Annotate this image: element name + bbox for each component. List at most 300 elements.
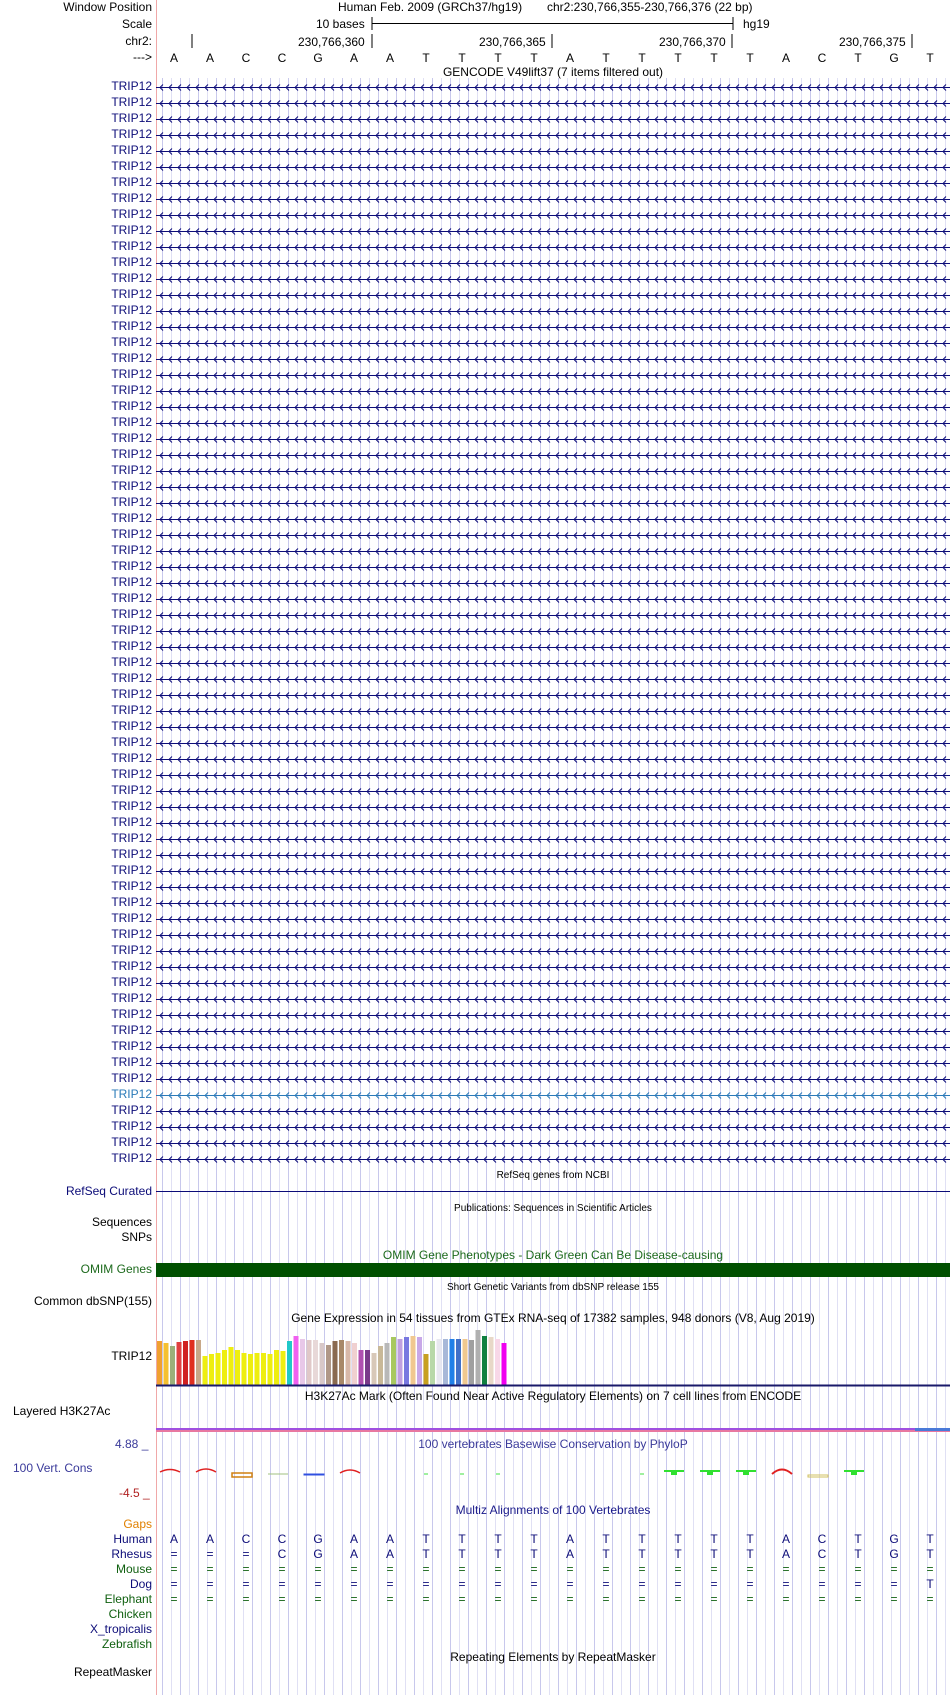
multiz-base: T bbox=[422, 1547, 430, 1561]
multiz-base: C bbox=[817, 1547, 827, 1561]
gtex-tissue-bar[interactable] bbox=[307, 1340, 312, 1385]
gencode-transcript[interactable] bbox=[156, 1073, 950, 1085]
gencode-transcript[interactable] bbox=[156, 673, 950, 685]
multiz-base: C bbox=[817, 1532, 827, 1546]
gtex-tissue-bar[interactable] bbox=[404, 1337, 409, 1385]
gencode-transcript-label[interactable]: TRIP12 bbox=[111, 1039, 152, 1053]
multiz-base: C bbox=[241, 1532, 251, 1546]
gtex-tissue-bar[interactable] bbox=[313, 1340, 318, 1385]
gtex-tissue-bar[interactable] bbox=[365, 1350, 370, 1385]
gtex-tissue-bar[interactable] bbox=[170, 1346, 175, 1385]
gencode-transcript-label[interactable]: TRIP12 bbox=[111, 319, 152, 333]
multiz-base: = bbox=[278, 1577, 286, 1591]
gencode-transcript[interactable] bbox=[156, 1153, 950, 1165]
gtex-expression-bars[interactable] bbox=[156, 1327, 950, 1387]
gencode-transcript-label[interactable]: TRIP12 bbox=[111, 1007, 152, 1021]
gencode-transcript-label[interactable]: TRIP12 bbox=[111, 111, 152, 125]
repeatmasker-track-label[interactable]: RepeatMasker bbox=[73, 1665, 152, 1679]
gtex-tissue-bar[interactable] bbox=[248, 1354, 253, 1385]
gtex-tissue-bar[interactable] bbox=[456, 1339, 461, 1385]
gencode-transcript[interactable] bbox=[156, 433, 950, 445]
reference-base: T bbox=[422, 51, 430, 65]
multiz-base: = bbox=[818, 1577, 826, 1591]
gtex-tissue-bar[interactable] bbox=[398, 1339, 403, 1385]
reference-base: A bbox=[385, 51, 394, 65]
gencode-transcript[interactable] bbox=[156, 1121, 950, 1133]
multiz-base: T bbox=[854, 1547, 862, 1561]
gencode-transcript-label[interactable]: TRIP12 bbox=[111, 735, 152, 749]
multiz-base: = bbox=[926, 1592, 934, 1606]
gtex-tissue-bar[interactable] bbox=[417, 1337, 422, 1385]
gtex-tissue-bar[interactable] bbox=[482, 1336, 487, 1385]
gencode-transcript[interactable] bbox=[156, 945, 950, 957]
gencode-transcript-label[interactable]: TRIP12 bbox=[111, 815, 152, 829]
gencode-transcript-label[interactable]: TRIP12 bbox=[111, 927, 152, 941]
gencode-transcript-label[interactable]: TRIP12 bbox=[111, 431, 152, 445]
gencode-transcript[interactable] bbox=[156, 769, 950, 781]
gencode-transcript-label[interactable]: TRIP12 bbox=[111, 1055, 152, 1069]
gencode-transcript-label[interactable]: TRIP12 bbox=[111, 751, 152, 765]
omim-track-label[interactable]: OMIM Genes bbox=[80, 1262, 152, 1276]
ruler-tick-label: 230,766,365 bbox=[479, 35, 546, 49]
gtex-tissue-bar[interactable] bbox=[235, 1350, 240, 1385]
multiz-species-label[interactable]: Dog bbox=[129, 1577, 152, 1591]
gencode-transcript-label[interactable]: TRIP12 bbox=[111, 783, 152, 797]
gencode-transcript[interactable] bbox=[156, 897, 950, 909]
gtex-tissue-bar[interactable] bbox=[196, 1340, 201, 1385]
gencode-transcript[interactable] bbox=[156, 993, 950, 1005]
gtex-tissue-bar[interactable] bbox=[326, 1345, 331, 1385]
gencode-transcript-label[interactable]: TRIP12 bbox=[111, 639, 152, 653]
gencode-transcript[interactable] bbox=[156, 977, 950, 989]
reference-base: A bbox=[169, 51, 178, 65]
gencode-transcript[interactable] bbox=[156, 929, 950, 941]
multiz-base: = bbox=[494, 1577, 502, 1591]
gencode-transcript-label[interactable]: TRIP12 bbox=[111, 127, 152, 141]
gtex-tissue-bar[interactable] bbox=[183, 1341, 188, 1385]
multiz-base: = bbox=[314, 1562, 322, 1576]
gtex-tissue-bar[interactable] bbox=[463, 1339, 468, 1385]
omim-track-title: OMIM Gene Phenotypes - Dark Green Can Be Disease-causing bbox=[382, 1248, 724, 1262]
multiz-base: A bbox=[385, 1547, 394, 1561]
phylop-conservation-plot[interactable] bbox=[156, 1465, 950, 1485]
gencode-transcript-label[interactable]: TRIP12 bbox=[111, 895, 152, 909]
gencode-transcript[interactable] bbox=[156, 321, 950, 333]
gencode-transcript-label[interactable]: TRIP12 bbox=[111, 223, 152, 237]
multiz-base: = bbox=[602, 1577, 610, 1591]
gtex-tissue-bar[interactable] bbox=[378, 1346, 383, 1385]
gencode-transcript-label[interactable]: TRIP12 bbox=[111, 1135, 152, 1149]
gencode-transcript[interactable] bbox=[156, 417, 950, 429]
gencode-transcript[interactable] bbox=[156, 625, 950, 637]
reference-base: G bbox=[889, 51, 899, 65]
gencode-transcript[interactable] bbox=[156, 529, 950, 541]
gencode-transcript[interactable] bbox=[156, 833, 950, 845]
gtex-tissue-bar[interactable] bbox=[443, 1339, 448, 1385]
multiz-track-title: Multiz Alignments of 100 Vertebrates bbox=[455, 1503, 651, 1517]
gtex-tissue-bar[interactable] bbox=[502, 1343, 507, 1385]
reference-base: T bbox=[530, 51, 538, 65]
multiz-base: = bbox=[530, 1592, 538, 1606]
gencode-transcript-label[interactable]: TRIP12 bbox=[111, 239, 152, 253]
multiz-base: = bbox=[890, 1562, 898, 1576]
multiz-base: = bbox=[602, 1592, 610, 1606]
gencode-transcript[interactable] bbox=[156, 1137, 950, 1149]
gencode-transcript[interactable] bbox=[156, 513, 950, 525]
multiz-base: T bbox=[530, 1547, 538, 1561]
multiz-base: C bbox=[277, 1547, 287, 1561]
multiz-base: A bbox=[565, 1547, 574, 1561]
gencode-transcript[interactable] bbox=[156, 1025, 950, 1037]
gtex-tissue-bar[interactable] bbox=[190, 1340, 195, 1385]
gtex-tissue-bar[interactable] bbox=[274, 1350, 279, 1385]
ruler-tick-label: 230,766,360 bbox=[298, 35, 365, 49]
gencode-transcript-label[interactable]: TRIP12 bbox=[111, 911, 152, 925]
gencode-transcript-label[interactable]: TRIP12 bbox=[111, 543, 152, 557]
gencode-transcript-label[interactable]: TRIP12 bbox=[111, 719, 152, 733]
gencode-transcript-label[interactable]: TRIP12 bbox=[111, 1023, 152, 1037]
multiz-base: = bbox=[278, 1562, 286, 1576]
gencode-transcript-label[interactable]: TRIP12 bbox=[111, 879, 152, 893]
gtex-tissue-bar[interactable] bbox=[203, 1356, 208, 1385]
repeatmasker-track-title: Repeating Elements by RepeatMasker bbox=[450, 1650, 656, 1664]
gencode-transcript[interactable] bbox=[156, 497, 950, 509]
gencode-transcript-label[interactable]: TRIP12 bbox=[111, 335, 152, 349]
multiz-base: A bbox=[169, 1532, 178, 1546]
gencode-transcript[interactable] bbox=[156, 961, 950, 973]
multiz-base: = bbox=[386, 1562, 394, 1576]
gencode-transcript[interactable] bbox=[156, 721, 950, 733]
multiz-base: T bbox=[926, 1532, 934, 1546]
multiz-species-label[interactable]: Rhesus bbox=[111, 1547, 152, 1561]
scale-bar bbox=[370, 17, 736, 31]
gtex-tissue-bar[interactable] bbox=[437, 1339, 442, 1385]
gtex-tissue-bar[interactable] bbox=[222, 1350, 227, 1385]
gencode-transcript-label[interactable]: TRIP12 bbox=[111, 255, 152, 269]
gtex-tissue-bar[interactable] bbox=[495, 1339, 500, 1385]
gencode-transcript-label[interactable]: TRIP12 bbox=[111, 975, 152, 989]
gencode-transcript-label[interactable]: TRIP12 bbox=[111, 575, 152, 589]
gtex-tissue-bar[interactable] bbox=[268, 1354, 273, 1385]
gencode-transcript[interactable] bbox=[156, 273, 950, 285]
gtex-tissue-bar[interactable] bbox=[489, 1337, 494, 1385]
gtex-tissue-bar[interactable] bbox=[209, 1354, 214, 1385]
gencode-transcript-label[interactable]: TRIP12 bbox=[111, 495, 152, 509]
gencode-transcript[interactable] bbox=[156, 97, 950, 109]
gencode-transcript-label[interactable]: TRIP12 bbox=[111, 559, 152, 573]
multiz-base: T bbox=[458, 1547, 466, 1561]
gencode-transcript[interactable] bbox=[156, 465, 950, 477]
gencode-transcript[interactable] bbox=[156, 801, 950, 813]
multiz-base: = bbox=[458, 1562, 466, 1576]
gencode-transcript[interactable] bbox=[156, 161, 950, 173]
gencode-transcript[interactable] bbox=[156, 113, 950, 125]
gencode-transcript[interactable] bbox=[156, 81, 950, 93]
multiz-base: = bbox=[854, 1562, 862, 1576]
multiz-base: = bbox=[854, 1592, 862, 1606]
gencode-transcript[interactable] bbox=[156, 657, 950, 669]
gencode-transcript-label[interactable]: TRIP12 bbox=[111, 351, 152, 365]
gencode-transcript[interactable] bbox=[156, 481, 950, 493]
gencode-transcript[interactable] bbox=[156, 849, 950, 861]
gencode-transcript-label[interactable]: TRIP12 bbox=[111, 383, 152, 397]
multiz-base: = bbox=[890, 1577, 898, 1591]
gtex-tissue-bar[interactable] bbox=[242, 1353, 247, 1385]
gencode-transcript-label[interactable]: TRIP12 bbox=[111, 959, 152, 973]
gencode-transcript-label[interactable]: TRIP12 bbox=[111, 1103, 152, 1117]
multiz-base: = bbox=[350, 1592, 358, 1606]
gencode-transcript[interactable] bbox=[156, 209, 950, 221]
gencode-transcript[interactable] bbox=[156, 577, 950, 589]
gencode-transcript-label[interactable]: TRIP12 bbox=[111, 831, 152, 845]
gtex-tissue-bar[interactable] bbox=[229, 1347, 234, 1385]
gencode-transcript[interactable] bbox=[156, 257, 950, 269]
gencode-transcript-label[interactable]: TRIP12 bbox=[111, 767, 152, 781]
gtex-tissue-bar[interactable] bbox=[359, 1350, 364, 1385]
gencode-transcript-label[interactable]: TRIP12 bbox=[111, 95, 152, 109]
gtex-tissue-bar[interactable] bbox=[164, 1343, 169, 1385]
gtex-tissue-bar[interactable] bbox=[255, 1353, 260, 1385]
dbsnp-track-title: Short Genetic Variants from dbSNP release 155 bbox=[447, 1282, 659, 1293]
gencode-transcript[interactable] bbox=[156, 177, 950, 189]
gtex-tissue-bar[interactable] bbox=[177, 1342, 182, 1385]
multiz-base: = bbox=[242, 1592, 250, 1606]
gencode-transcript-label[interactable]: TRIP12 bbox=[111, 1119, 152, 1133]
gtex-tissue-bar[interactable] bbox=[352, 1343, 357, 1385]
gtex-tissue-bar[interactable] bbox=[157, 1341, 162, 1385]
gencode-transcript[interactable] bbox=[156, 385, 950, 397]
gencode-transcript-label[interactable]: TRIP12 bbox=[111, 143, 152, 157]
multiz-base: T bbox=[638, 1547, 646, 1561]
gencode-transcript[interactable] bbox=[156, 913, 950, 925]
gtex-tissue-bar[interactable] bbox=[287, 1341, 292, 1385]
gencode-transcript[interactable] bbox=[156, 1009, 950, 1021]
gencode-transcript-label[interactable]: TRIP12 bbox=[111, 415, 152, 429]
gtex-tissue-bar[interactable] bbox=[333, 1341, 338, 1385]
gencode-transcript[interactable] bbox=[156, 817, 950, 829]
multiz-base: = bbox=[566, 1592, 574, 1606]
reference-base: T bbox=[926, 51, 934, 65]
multiz-base: = bbox=[170, 1562, 178, 1576]
gencode-transcript[interactable] bbox=[156, 129, 950, 141]
multiz-base: = bbox=[170, 1592, 178, 1606]
multiz-base: = bbox=[782, 1592, 790, 1606]
gencode-transcript-label[interactable]: TRIP12 bbox=[111, 175, 152, 189]
gencode-transcript-label[interactable]: TRIP12 bbox=[111, 799, 152, 813]
gencode-transcript-label[interactable]: TRIP12 bbox=[111, 847, 152, 861]
gencode-transcript-label[interactable]: TRIP12 bbox=[111, 607, 152, 621]
gencode-transcript-label[interactable]: TRIP12 bbox=[111, 703, 152, 717]
gencode-transcript[interactable] bbox=[156, 369, 950, 381]
gtex-tissue-bar[interactable] bbox=[450, 1339, 455, 1385]
multiz-base: = bbox=[206, 1592, 214, 1606]
multiz-species-label[interactable]: Chicken bbox=[108, 1607, 152, 1621]
gencode-transcript-label[interactable]: TRIP12 bbox=[111, 863, 152, 877]
multiz-species-label[interactable]: Human bbox=[113, 1532, 152, 1546]
dbsnp-track-label[interactable]: Common dbSNP(155) bbox=[33, 1294, 152, 1308]
multiz-base: = bbox=[746, 1592, 754, 1606]
strand-label: ---> bbox=[133, 50, 152, 64]
gencode-transcript[interactable] bbox=[156, 737, 950, 749]
gencode-transcript[interactable] bbox=[156, 241, 950, 253]
gencode-transcript[interactable] bbox=[156, 1057, 950, 1069]
gencode-transcript-label[interactable]: TRIP12 bbox=[111, 527, 152, 541]
gencode-transcript[interactable] bbox=[156, 785, 950, 797]
refseq-track-label[interactable]: RefSeq Curated bbox=[65, 1184, 152, 1198]
multiz-base: = bbox=[458, 1592, 466, 1606]
multiz-gaps-label[interactable]: Gaps bbox=[123, 1517, 152, 1531]
gtex-tissue-bar[interactable] bbox=[320, 1343, 325, 1385]
reference-base: A bbox=[565, 51, 574, 65]
h3k27ac-signal bbox=[156, 1430, 950, 1432]
gencode-transcript[interactable] bbox=[156, 193, 950, 205]
multiz-base: T bbox=[494, 1547, 502, 1561]
multiz-species-label[interactable]: Zebrafish bbox=[101, 1637, 152, 1651]
gencode-transcript[interactable] bbox=[156, 145, 950, 157]
reference-base: T bbox=[674, 51, 682, 65]
gtex-tissue-bar[interactable] bbox=[339, 1340, 344, 1385]
gencode-transcript[interactable] bbox=[156, 881, 950, 893]
multiz-base: = bbox=[458, 1577, 466, 1591]
gencode-transcript[interactable] bbox=[156, 753, 950, 765]
multiz-base: G bbox=[889, 1532, 899, 1546]
phylop-track-label[interactable]: 100 Vert. Cons bbox=[13, 1461, 93, 1475]
gencode-transcript[interactable] bbox=[156, 225, 950, 237]
gencode-transcript-label[interactable]: TRIP12 bbox=[111, 463, 152, 477]
gencode-transcript[interactable] bbox=[156, 609, 950, 621]
gencode-transcript-label[interactable]: TRIP12 bbox=[111, 479, 152, 493]
gencode-transcript-label[interactable]: TRIP12 bbox=[111, 191, 152, 205]
gtex-tissue-bar[interactable] bbox=[216, 1353, 221, 1385]
reference-base: T bbox=[494, 51, 502, 65]
multiz-base: = bbox=[818, 1592, 826, 1606]
multiz-base: T bbox=[494, 1532, 502, 1546]
scale-label: Scale bbox=[121, 17, 152, 31]
reference-base: T bbox=[458, 51, 466, 65]
publications-track-title: Publications: Sequences in Scientific Articles bbox=[454, 1203, 652, 1214]
gencode-transcript-label[interactable]: TRIP12 bbox=[111, 655, 152, 669]
gencode-transcript-label[interactable]: TRIP12 bbox=[111, 1087, 152, 1101]
gencode-transcript-label[interactable]: TRIP12 bbox=[111, 79, 152, 93]
gencode-transcript[interactable] bbox=[156, 689, 950, 701]
gencode-track-title: GENCODE V49lift37 (7 items filtered out) bbox=[442, 65, 664, 79]
multiz-species-label[interactable]: Elephant bbox=[104, 1592, 152, 1606]
gencode-transcript-label[interactable]: TRIP12 bbox=[111, 207, 152, 221]
gencode-transcript-label[interactable]: TRIP12 bbox=[111, 511, 152, 525]
gtex-tissue-bar[interactable] bbox=[430, 1341, 435, 1385]
multiz-base: = bbox=[422, 1577, 430, 1591]
gtex-tissue-bar[interactable] bbox=[469, 1340, 474, 1385]
multiz-base: G bbox=[889, 1547, 899, 1561]
publications-sequences-label[interactable]: Sequences bbox=[91, 1215, 152, 1229]
gencode-transcript[interactable] bbox=[156, 641, 950, 653]
gtex-tissue-bar[interactable] bbox=[300, 1339, 305, 1385]
gencode-transcript-label[interactable]: TRIP12 bbox=[111, 399, 152, 413]
omim-gene-bar[interactable] bbox=[156, 1263, 950, 1277]
gtex-tissue-bar[interactable] bbox=[424, 1354, 429, 1385]
gencode-transcript-label[interactable]: TRIP12 bbox=[111, 671, 152, 685]
gencode-transcript-label[interactable]: TRIP12 bbox=[111, 271, 152, 285]
multiz-base: = bbox=[314, 1592, 322, 1606]
gencode-transcript[interactable] bbox=[156, 561, 950, 573]
multiz-base: = bbox=[674, 1562, 682, 1576]
reference-base: A bbox=[205, 51, 214, 65]
reference-base: C bbox=[817, 51, 827, 65]
gtex-tissue-bar[interactable] bbox=[411, 1336, 416, 1385]
gtex-tissue-bar[interactable] bbox=[476, 1330, 481, 1385]
gencode-transcript[interactable] bbox=[156, 1089, 950, 1101]
multiz-base: = bbox=[638, 1577, 646, 1591]
gencode-transcript[interactable] bbox=[156, 289, 950, 301]
gencode-transcript-label[interactable]: TRIP12 bbox=[111, 1071, 152, 1085]
gtex-tissue-bar[interactable] bbox=[346, 1341, 351, 1385]
gtex-tissue-bar[interactable] bbox=[372, 1353, 377, 1385]
multiz-base: C bbox=[277, 1532, 287, 1546]
gtex-tissue-bar[interactable] bbox=[294, 1336, 299, 1385]
reference-base: C bbox=[241, 51, 251, 65]
gencode-transcript[interactable] bbox=[156, 337, 950, 349]
gencode-transcript[interactable] bbox=[156, 545, 950, 557]
gencode-transcript-label[interactable]: TRIP12 bbox=[111, 591, 152, 605]
multiz-species-label[interactable]: Mouse bbox=[115, 1562, 152, 1576]
gencode-transcript[interactable] bbox=[156, 1105, 950, 1117]
gtex-tissue-bar[interactable] bbox=[391, 1337, 396, 1385]
multiz-base: A bbox=[781, 1532, 790, 1546]
gencode-transcript[interactable] bbox=[156, 305, 950, 317]
gencode-transcript-label[interactable]: TRIP12 bbox=[111, 623, 152, 637]
multiz-base: T bbox=[854, 1532, 862, 1546]
gencode-transcript[interactable] bbox=[156, 449, 950, 461]
gencode-transcript[interactable] bbox=[156, 593, 950, 605]
gencode-transcript-label[interactable]: TRIP12 bbox=[111, 303, 152, 317]
gencode-transcript-label[interactable]: TRIP12 bbox=[111, 991, 152, 1005]
gencode-transcript[interactable] bbox=[156, 353, 950, 365]
gencode-transcript-label[interactable]: TRIP12 bbox=[111, 447, 152, 461]
multiz-base: = bbox=[494, 1592, 502, 1606]
gencode-transcript[interactable] bbox=[156, 401, 950, 413]
gencode-transcript-label[interactable]: TRIP12 bbox=[111, 943, 152, 957]
multiz-base: = bbox=[314, 1577, 322, 1591]
multiz-base: T bbox=[746, 1532, 754, 1546]
multiz-base: = bbox=[386, 1577, 394, 1591]
gencode-transcript-label[interactable]: TRIP12 bbox=[111, 159, 152, 173]
gtex-tissue-bar[interactable] bbox=[385, 1343, 390, 1385]
phylop-track-title: 100 vertebrates Basewise Conservation by PhyloP bbox=[418, 1437, 688, 1451]
publications-snps-label[interactable]: SNPs bbox=[121, 1230, 152, 1244]
multiz-base: = bbox=[602, 1562, 610, 1576]
scale-bar-text: 10 bases bbox=[316, 17, 365, 31]
gtex-track-label[interactable]: TRIP12 bbox=[111, 1349, 152, 1363]
gencode-transcript-label[interactable]: TRIP12 bbox=[111, 367, 152, 381]
position-text[interactable]: chr2:230,766,355-230,766,376 (22 bp) bbox=[547, 0, 753, 14]
multiz-base: = bbox=[350, 1562, 358, 1576]
refseq-gene-line[interactable] bbox=[156, 1191, 950, 1192]
multiz-base: T bbox=[674, 1547, 682, 1561]
gencode-transcript[interactable] bbox=[156, 865, 950, 877]
gtex-tissue-bar[interactable] bbox=[261, 1353, 266, 1385]
gencode-transcript-label[interactable]: TRIP12 bbox=[111, 287, 152, 301]
multiz-base: = bbox=[782, 1577, 790, 1591]
gencode-transcript-label[interactable]: TRIP12 bbox=[111, 687, 152, 701]
h3k27ac-track-label[interactable]: Layered H3K27Ac bbox=[13, 1404, 111, 1418]
multiz-species-label[interactable]: X_tropicalis bbox=[89, 1622, 152, 1636]
multiz-base: T bbox=[602, 1532, 610, 1546]
gencode-transcript-label[interactable]: TRIP12 bbox=[111, 1151, 152, 1165]
multiz-base: T bbox=[458, 1532, 466, 1546]
gtex-tissue-bar[interactable] bbox=[281, 1351, 286, 1385]
gencode-transcript[interactable] bbox=[156, 1041, 950, 1053]
gencode-transcript[interactable] bbox=[156, 705, 950, 717]
